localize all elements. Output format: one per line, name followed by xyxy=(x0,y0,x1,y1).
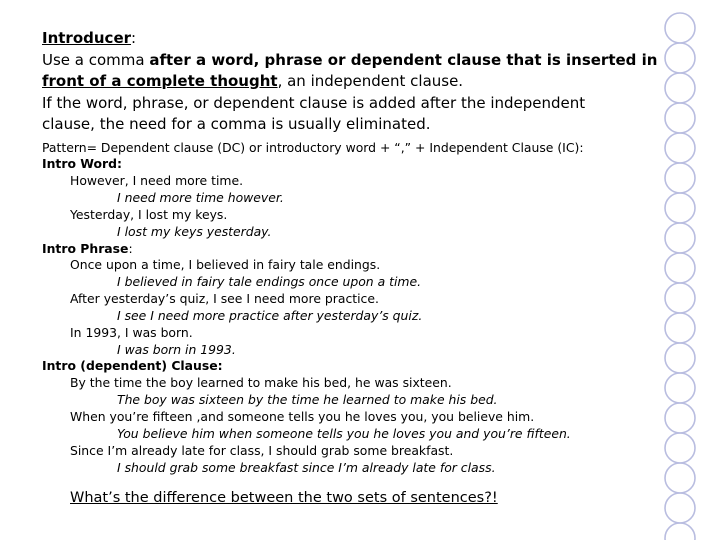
binder-ring xyxy=(665,403,695,433)
binder-ring xyxy=(665,73,695,103)
binder-ring xyxy=(665,493,695,523)
example-sentence: After yesterday’s quiz, I see I need more practice. xyxy=(70,291,379,307)
pattern-examples xyxy=(42,140,652,477)
definition-line-1: Use a comma after a word, phrase or dependent clause that is inserted in xyxy=(42,50,658,69)
binder-ring xyxy=(665,463,695,493)
binder-ring xyxy=(665,313,695,343)
example-sentence: Yesterday, I lost my keys. xyxy=(70,206,228,222)
definition-line-4: clause, the need for a comma is usually eliminated. xyxy=(42,115,431,133)
pattern-line: Pattern= Dependent clause (DC) or introductory word + “,” + Independent Clause (IC): xyxy=(42,139,584,155)
binder-rings-decoration xyxy=(654,0,720,540)
binder-ring xyxy=(665,193,695,223)
binder-ring xyxy=(665,283,695,313)
introducer-definition xyxy=(42,28,658,136)
binder-ring xyxy=(665,343,695,373)
example-sentence: Once upon a time, I believed in fairy tale endings. xyxy=(70,257,381,273)
intro-phrase-heading: Intro Phrase: xyxy=(42,240,133,256)
binder-ring xyxy=(665,43,695,73)
slide-content xyxy=(42,28,658,507)
reversed-sentence: The boy was sixteen by the time he learned to make his bed. xyxy=(117,392,498,408)
binder-ring xyxy=(665,523,695,540)
binder-ring xyxy=(665,253,695,283)
reversed-sentence: I should grab some breakfast since I’m already late for class. xyxy=(117,459,496,475)
reversed-sentence: I believed in fairy tale endings once upon a time. xyxy=(117,274,422,290)
definition-line-2: front of a complete thought, an independent clause. xyxy=(42,72,464,90)
introducer-title: Introducer: xyxy=(42,29,137,47)
example-sentence: When you’re fifteen ,and someone tells you he loves you, you believe him. xyxy=(70,409,535,424)
closing-question: What’s the difference between the two sets of sentences?! xyxy=(70,490,498,507)
reversed-sentence: You believe him when someone tells you he loves you and you’re fifteen. xyxy=(117,425,571,441)
binder-ring xyxy=(665,433,695,463)
binder-ring xyxy=(665,13,695,43)
example-sentence: Since I’m already late for class, I should grab some breakfast. xyxy=(70,442,454,458)
binder-ring xyxy=(665,373,695,403)
reversed-sentence: I see I need more practice after yesterday’s quiz. xyxy=(117,307,423,323)
example-sentence: By the time the boy learned to make his bed, he was sixteen. xyxy=(70,375,452,391)
reversed-sentence: I was born in 1993. xyxy=(117,341,236,357)
binder-ring xyxy=(665,223,695,253)
intro-word-heading: Intro Word: xyxy=(42,156,122,172)
example-sentence: However, I need more time. xyxy=(70,173,244,189)
definition-line-3: If the word, phrase, or dependent clause is added after the independent xyxy=(42,93,586,112)
intro-dependent-clause-heading: Intro (dependent) Clause: xyxy=(42,358,223,374)
binder-ring xyxy=(665,103,695,133)
reversed-sentence: I lost my keys yesterday. xyxy=(117,223,272,239)
binder-ring xyxy=(665,133,695,163)
reversed-sentence: I need more time however. xyxy=(117,190,284,206)
example-sentence: In 1993, I was born. xyxy=(70,324,193,340)
binder-ring xyxy=(665,163,695,193)
